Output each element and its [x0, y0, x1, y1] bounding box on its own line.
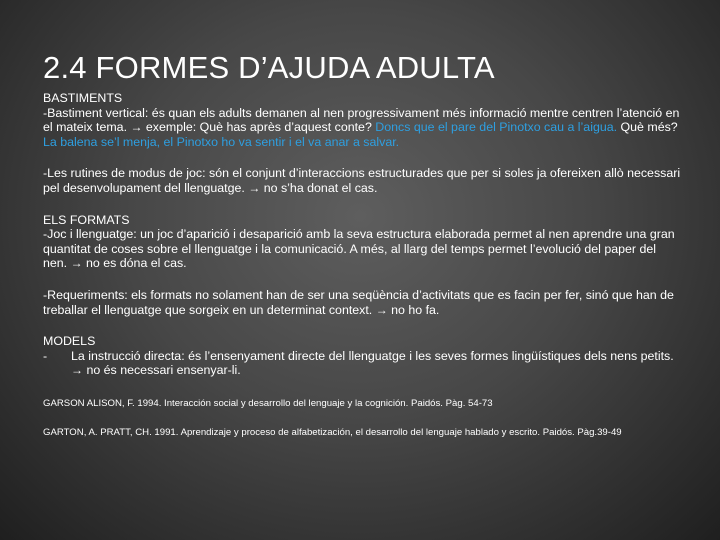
- reference-2: [43, 427, 683, 439]
- reference-2-work: Aprendizaje y proceso de alfabetización, el desarrollo del lenguaje hablado y escrito.: [180, 427, 541, 439]
- bastiment-vertical-answer-1: Doncs que el pare del Pinotxo cau a l’aigua.: [375, 120, 618, 135]
- instruccio-directa-paragraph: [71, 349, 683, 378]
- reference-1-authors: GARSON ALISON, F. 1994.: [43, 397, 165, 409]
- instruccio-directa-conclusion: no és necessari ensenyar-li.: [83, 363, 241, 378]
- bastiment-vertical-label: -Bastiment vertical: [43, 105, 145, 120]
- arrow-right-icon: →: [70, 256, 83, 271]
- rutines-text: : són el conjunt d’interaccions estructurades que per si soles ja ofereixen allò necessari pel desenvolupament del llenguatge.: [43, 166, 681, 195]
- requeriments-text: : els formats no solament han de ser una seqüència d’activitats que es facin per fer, sinó que han de treballar el llenguatge que sorgeix en un determinat context.: [43, 287, 674, 317]
- rutines-paragraph: [43, 166, 683, 195]
- arrow-right-icon: →: [71, 363, 83, 378]
- arrow-right-icon: →: [375, 302, 388, 317]
- bastiment-vertical-example: exemple: Què has après d’aquest conte?: [142, 120, 376, 135]
- bastiments-heading: BASTIMENTS: [43, 91, 123, 105]
- models-heading: MODELS: [43, 334, 96, 349]
- reference-2-authors: GARTON, A. PRATT, CH. 1991.: [43, 427, 181, 439]
- rutines-conclusion: no s’ha donat el cas.: [260, 180, 378, 195]
- bastiment-vertical-answer-2: La balena se’l menja, el Pinotxo ho va sentir i el va anar a salvar.: [43, 134, 400, 149]
- joc-text: : un joc d’aparició i desaparició amb la seva estructura elaborada permet al nen aprendre una gran quantitat de coses sobre el llenguatge i la comunicació. A més, al llarg del temps permet l’evolució del paper del nen.: [43, 227, 675, 271]
- instruccio-directa-label: La instrucció directa: [71, 348, 182, 363]
- rutines-label: -Les rutines de modus de joc: [43, 166, 203, 181]
- formats-heading: ELS FORMATS: [43, 212, 130, 227]
- reference-1-rest: Paidós. Pàg. 54-73: [408, 397, 493, 409]
- requeriments-paragraph: [43, 288, 683, 317]
- bastiment-vertical-paragraph: [43, 106, 683, 150]
- requeriments-label: -Requeriments: [43, 287, 125, 302]
- reference-2-rest: Paidós. Pàg.39-49: [540, 427, 622, 439]
- bastiment-vertical-question-2: Què més?: [617, 120, 678, 135]
- arrow-right-icon: →: [248, 180, 261, 195]
- reference-1: [43, 398, 683, 410]
- instruccio-directa-text: : és l’ensenyament directe del llenguatge i les seves formes lingüístiques dels nens petits.: [181, 348, 674, 363]
- bastiment-vertical-text: : és quan els adults demanen al nen progressivament més informació mentre centren l’atenció en el mateix tema.: [43, 105, 680, 135]
- bullet-dash: -: [43, 348, 48, 363]
- joc-conclusion: no es dóna el cas.: [82, 256, 187, 271]
- requeriments-conclusion: no ho fa.: [387, 302, 440, 317]
- arrow-right-icon: →: [130, 120, 143, 135]
- joc-label: -Joc i llenguatge: [43, 227, 134, 242]
- slide-title: 2.4 FORMES D’AJUDA ADULTA: [43, 50, 495, 85]
- reference-1-work: Interacción social y desarrollo del lenguaje y la cognición.: [164, 397, 409, 409]
- slide-body: [43, 91, 683, 439]
- joc-paragraph: [43, 227, 683, 271]
- instruccio-directa-bullet: [43, 349, 683, 378]
